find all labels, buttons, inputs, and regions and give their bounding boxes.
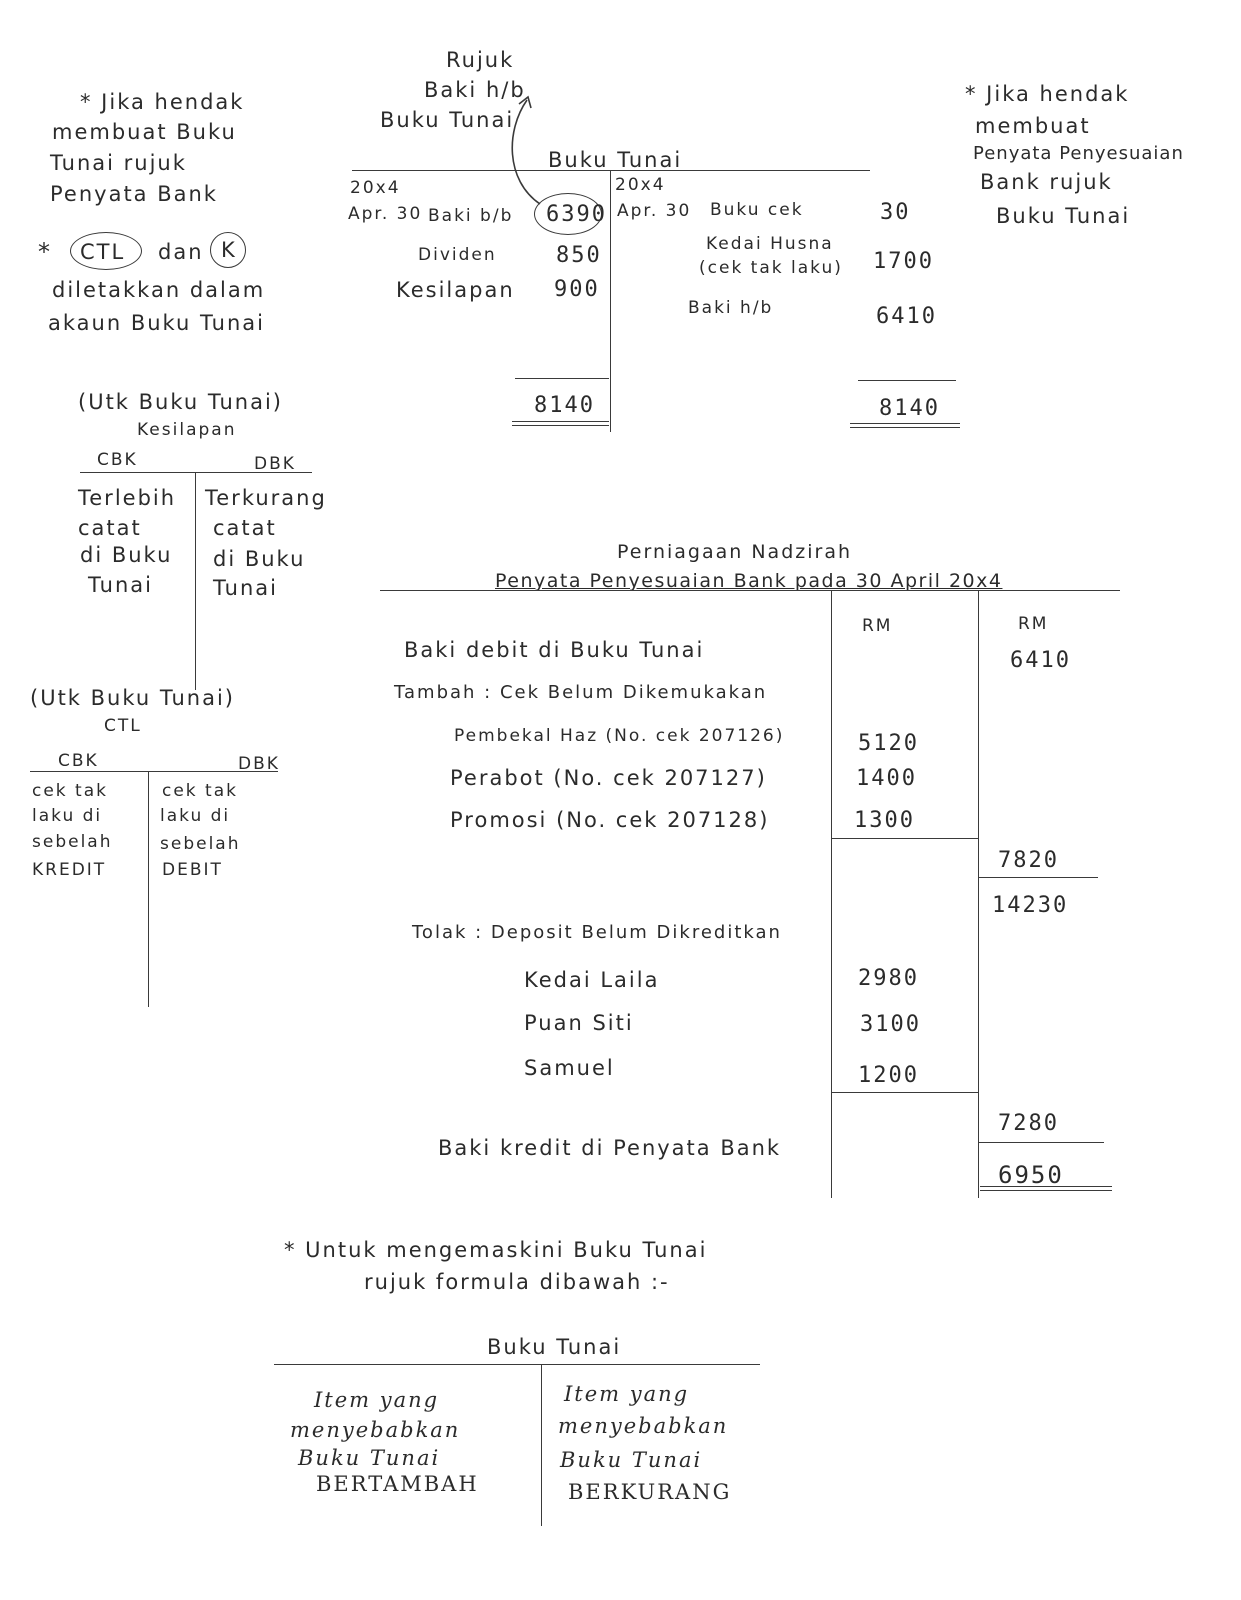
debit-month: Apr. 30 xyxy=(348,204,423,224)
credit-label: (cek tak laku) xyxy=(699,258,843,278)
cell-line: sebelah xyxy=(160,834,241,854)
note-line: membuat Buku xyxy=(52,120,237,144)
add-item-label: Promosi (No. cek 207128) xyxy=(450,808,770,832)
note-line: diletakkan dalam xyxy=(52,278,266,302)
credit-label: Kedai Husna xyxy=(706,234,834,254)
dan-label: dan xyxy=(158,240,204,264)
cell-line: catat xyxy=(213,516,277,540)
note-line: membuat xyxy=(975,114,1091,138)
cell-line: laku di xyxy=(32,806,103,826)
less-label: Tolak : Deposit Belum Dikreditkan xyxy=(412,922,782,943)
debit-label: Kesilapan xyxy=(396,278,515,302)
note-line: * Untuk mengemaskini Buku Tunai xyxy=(284,1238,708,1262)
debit-year: 20x4 xyxy=(350,178,401,198)
table-subtitle: Kesilapan xyxy=(137,420,237,440)
note-line: Penyata Penyesuaian xyxy=(973,143,1184,164)
credit-label: Buku cek xyxy=(710,200,804,220)
account-divider xyxy=(541,1364,542,1526)
add-sum-rule xyxy=(831,838,978,839)
cell-line: Buku Tunai xyxy=(298,1446,441,1470)
asterisk: * xyxy=(38,238,52,266)
less-item-label: Kedai Laila xyxy=(524,968,660,992)
cell-line: menyebabkan xyxy=(558,1414,729,1438)
table-top-rule xyxy=(80,472,312,473)
less-item-value: 1200 xyxy=(858,1063,919,1088)
note-line: rujuk formula dibawah :- xyxy=(364,1270,670,1294)
cell-line: sebelah xyxy=(32,832,113,852)
cell-line: BERKURANG xyxy=(568,1480,732,1504)
account-title: Buku Tunai xyxy=(487,1335,622,1359)
add-item-value: 1300 xyxy=(854,808,915,833)
cell-line: Tunai xyxy=(213,576,278,600)
cell-line: KREDIT xyxy=(32,860,107,880)
less-item-value: 3100 xyxy=(860,1012,921,1037)
add-total: 7820 xyxy=(998,848,1059,873)
note-line: * Jika hendak xyxy=(965,82,1130,106)
cell-line: Tunai xyxy=(88,573,153,597)
table-divider xyxy=(148,771,149,1007)
statement-title: Penyata Penyesuaian Bank pada 30 April 20x4 xyxy=(495,570,1003,592)
add-item-value: 5120 xyxy=(858,731,919,756)
cell-line: laku di xyxy=(160,806,231,826)
debit-amount: 900 xyxy=(554,277,600,302)
note-line: Rujuk xyxy=(446,48,515,72)
debit-label: Dividen xyxy=(418,245,497,265)
table-header: (Utk Buku Tunai) xyxy=(30,686,236,710)
table-subtitle: CTL xyxy=(104,716,142,736)
debit-label: Baki b/b xyxy=(428,206,514,226)
cell-line: Item yang xyxy=(564,1382,690,1406)
note-line: Tunai rujuk xyxy=(50,151,187,175)
opening-value: 6410 xyxy=(1010,648,1071,673)
cell-line: DEBIT xyxy=(162,860,223,880)
credit-amount: 6410 xyxy=(876,304,937,329)
less-item-label: Samuel xyxy=(524,1056,615,1080)
note-line: Penyata Bank xyxy=(50,182,218,206)
business-name: Perniagaan Nadzirah xyxy=(617,541,853,563)
note-line: * Jika hendak xyxy=(80,90,245,114)
closing-double-rule xyxy=(980,1186,1112,1191)
less-total: 7280 xyxy=(998,1111,1059,1136)
subtotal-rule xyxy=(978,877,1098,878)
cell-line: Buku Tunai xyxy=(560,1448,703,1472)
cell-line: Item yang xyxy=(314,1388,440,1412)
right-head: DBK xyxy=(238,754,280,774)
add-item-value: 1400 xyxy=(856,766,917,791)
right-head: DBK xyxy=(254,454,296,474)
column-divider-2 xyxy=(978,590,979,1198)
credit-year: 20x4 xyxy=(615,175,666,195)
note-line: Buku Tunai xyxy=(996,204,1131,228)
cell-line: cek tak xyxy=(32,781,108,801)
closing-label: Baki kredit di Penyata Bank xyxy=(438,1136,782,1160)
less-item-label: Puan Siti xyxy=(524,1011,634,1035)
k-label: K xyxy=(221,238,237,262)
closing-value: 6950 xyxy=(998,1161,1064,1189)
add-item-label: Perabot (No. cek 207127) xyxy=(450,766,767,790)
less-sum-rule xyxy=(831,1092,978,1093)
note-line: akaun Buku Tunai xyxy=(48,311,266,335)
credit-month: Apr. 30 xyxy=(617,201,692,221)
account-top-rule xyxy=(274,1364,760,1365)
cell-line: BERTAMBAH xyxy=(316,1472,479,1496)
cell-line: Terkurang xyxy=(205,486,327,510)
note-line: Bank rujuk xyxy=(980,170,1113,194)
subtotal: 14230 xyxy=(992,893,1069,918)
left-head: CBK xyxy=(97,450,138,470)
account-title: Buku Tunai xyxy=(548,148,683,172)
debit-amount: 6390 xyxy=(546,202,607,227)
col1-head: RM xyxy=(862,616,893,636)
closing-rule xyxy=(978,1142,1104,1143)
table-top-rule xyxy=(30,771,278,772)
credit-label: Baki h/b xyxy=(688,298,774,318)
column-divider-1 xyxy=(831,590,832,1198)
cell-line: cek tak xyxy=(162,781,238,801)
debit-amount: 850 xyxy=(556,243,602,268)
table-header: (Utk Buku Tunai) xyxy=(78,390,284,414)
left-head: CBK xyxy=(58,751,99,771)
statement-top-rule xyxy=(380,590,1120,591)
add-item-label: Pembekal Haz (No. cek 207126) xyxy=(454,726,785,746)
ctl-label: CTL xyxy=(80,240,126,264)
opening-label: Baki debit di Buku Tunai xyxy=(404,638,705,662)
note-line: Buku Tunai xyxy=(380,108,515,132)
note-line: Baki h/b xyxy=(424,78,526,102)
col2-head: RM xyxy=(1018,614,1049,634)
add-label: Tambah : Cek Belum Dikemukakan xyxy=(394,682,768,703)
cell-line: menyebabkan xyxy=(290,1418,461,1442)
table-divider xyxy=(195,472,196,690)
cell-line: catat xyxy=(78,516,142,540)
credit-total: 8140 xyxy=(879,396,940,421)
cell-line: Terlebih xyxy=(78,486,177,510)
credit-amount: 30 xyxy=(880,200,911,225)
credit-amount: 1700 xyxy=(873,249,934,274)
less-item-value: 2980 xyxy=(858,966,919,991)
cell-line: di Buku xyxy=(213,547,306,571)
cell-line: di Buku xyxy=(80,543,173,567)
debit-total: 8140 xyxy=(534,393,595,418)
